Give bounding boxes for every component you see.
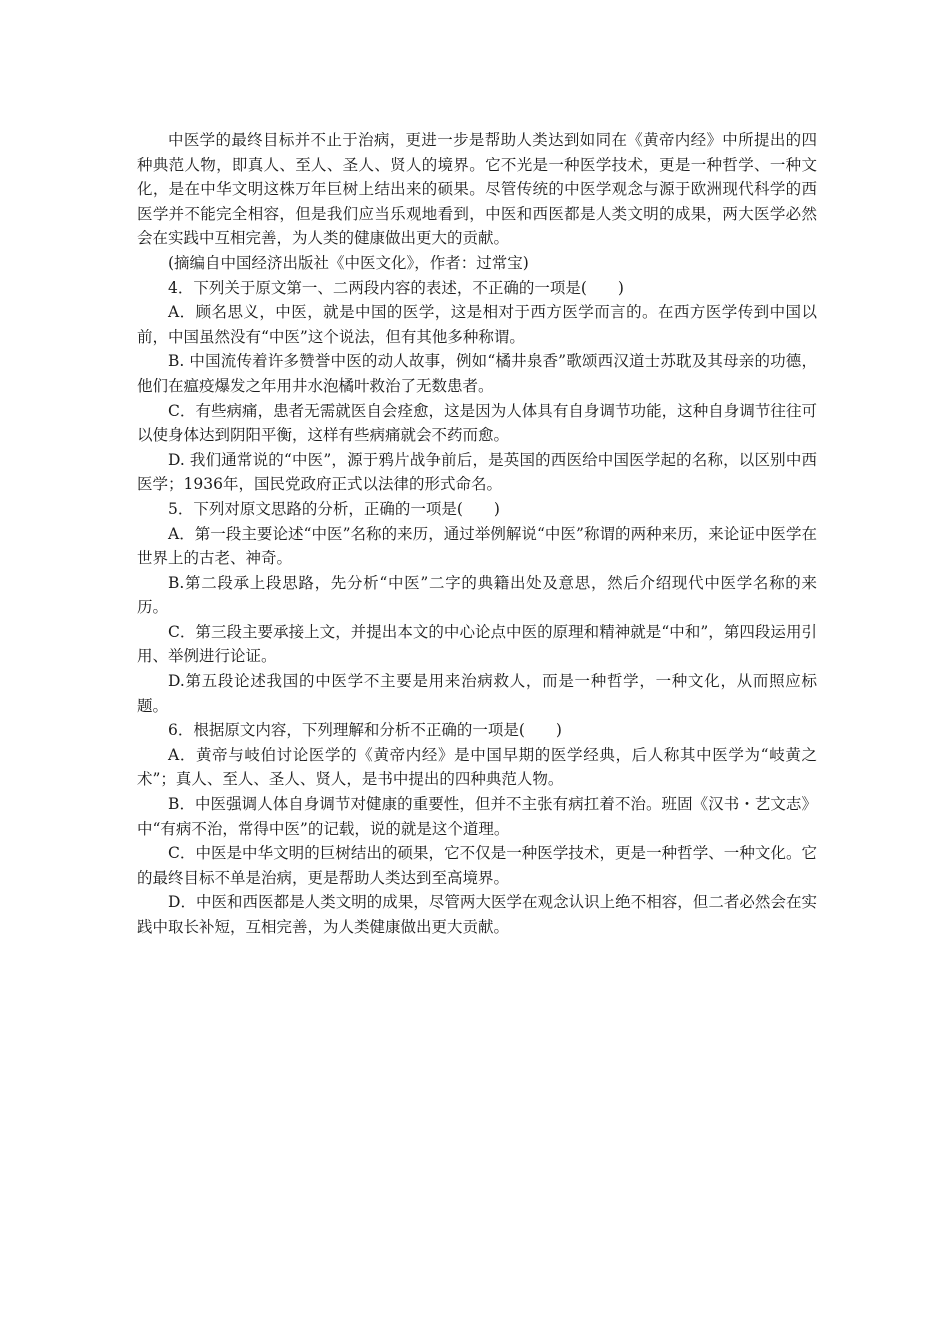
question-stem: 5．下列对原文思路的分析，正确的一项是( ) — [168, 499, 500, 518]
question-6 — [137, 718, 817, 939]
option-a: A．顾名思义，中医，就是中国的医学，这是相对于西方医学而言的。在西方医学传到中国以前，中国虽然没有“中医”这个说法，但有其他多种称谓。 — [137, 303, 817, 346]
option-d: D. 我们通常说的“中医”，源于鸦片战争前后，是英国的西医给中国医学起的名称，以区别中西医学；1936年，国民党政府正式以法律的形式命名。 — [137, 450, 817, 494]
option-b: B．中医强调人体自身调节对健康的重要性，但并不主张有病扛着不治。班固《汉书・艺文志》中“有病不治，常得中医”的记载，说的就是这个道理。 — [137, 795, 817, 838]
option-b: B. 中国流传着许多赞誉中医的动人故事，例如“橘井泉香”歌颂西汉道士苏耽及其母亲的功德，他们在瘟疫爆发之年用井水泡橘叶救治了无数患者。 — [137, 352, 817, 395]
option-d: D.第五段论述我国的中医学不主要是用来治病救人，而是一种哲学，一种文化，从而照应标题。 — [137, 672, 817, 715]
document-page — [137, 128, 817, 940]
option-b: B.第二段承上段思路，先分析“中医”二字的典籍出处及意思，然后介绍现代中医学名称的来历。 — [137, 573, 817, 617]
option-c: C．第三段主要承接上文，并提出本文的中心论点中医的原理和精神就是“中和”，第四段运用引用、举例进行论证。 — [137, 622, 817, 666]
option-c: C．中医是中华文明的巨树结出的硕果，它不仅是一种医学技术，更是一种哲学、一种文化。它的最终目标不单是治病，更是帮助人类达到至高境界。 — [137, 844, 817, 887]
option-c: C．有些病痛，患者无需就医自会痊愈，这是因为人体具有自身调节功能，这种自身调节往往可以使身体达到阴阳平衡，这样有些病痛就会不药而愈。 — [137, 401, 817, 445]
question-5 — [137, 497, 817, 718]
passage-source: (摘编自中国经济出版社《中医文化》，作者：过常宝) — [168, 253, 529, 272]
question-4 — [137, 276, 817, 497]
question-stem: 6．根据原文内容，下列理解和分析不正确的一项是( ) — [168, 721, 562, 740]
option-a: A．第一段主要论述“中医”名称的来历，通过举例解说“中医”称谓的两种来历，来论证中医学在世界上的古老、神奇。 — [137, 524, 817, 568]
option-a: A．黄帝与岐伯讨论医学的《黄帝内经》是中国早期的医学经典，后人称其中医学为“岐黄之术”；真人、至人、圣人、贤人，是书中提出的四种典范人物。 — [137, 745, 817, 789]
option-d: D．中医和西医都是人类文明的成果，尽管两大医学在观念认识上绝不相容，但二者必然会在实践中取长补短，互相完善，为人类健康做出更大贡献。 — [137, 893, 817, 936]
passage-paragraph: 中医学的最终目标并不止于治病，更进一步是帮助人类达到如同在《黄帝内经》中所提出的四种典范人物，即真人、至人、圣人、贤人的境界。它不光是一种医学技术，更是一种哲学、一种文化，是在中华文明这株万年巨树上结出来的硕果。尽管传统的中医学观念与源于欧洲现代科学的西医学并不能完全相容，但是我们应当乐观地看到，中医和西医都是人类文明的成果，两大医学必然会在实践中互相完善，为人类的健康做出更大的贡献。 — [137, 131, 817, 248]
question-stem: 4．下列关于原文第一、二两段内容的表述，不正确的一项是( ) — [168, 278, 624, 297]
